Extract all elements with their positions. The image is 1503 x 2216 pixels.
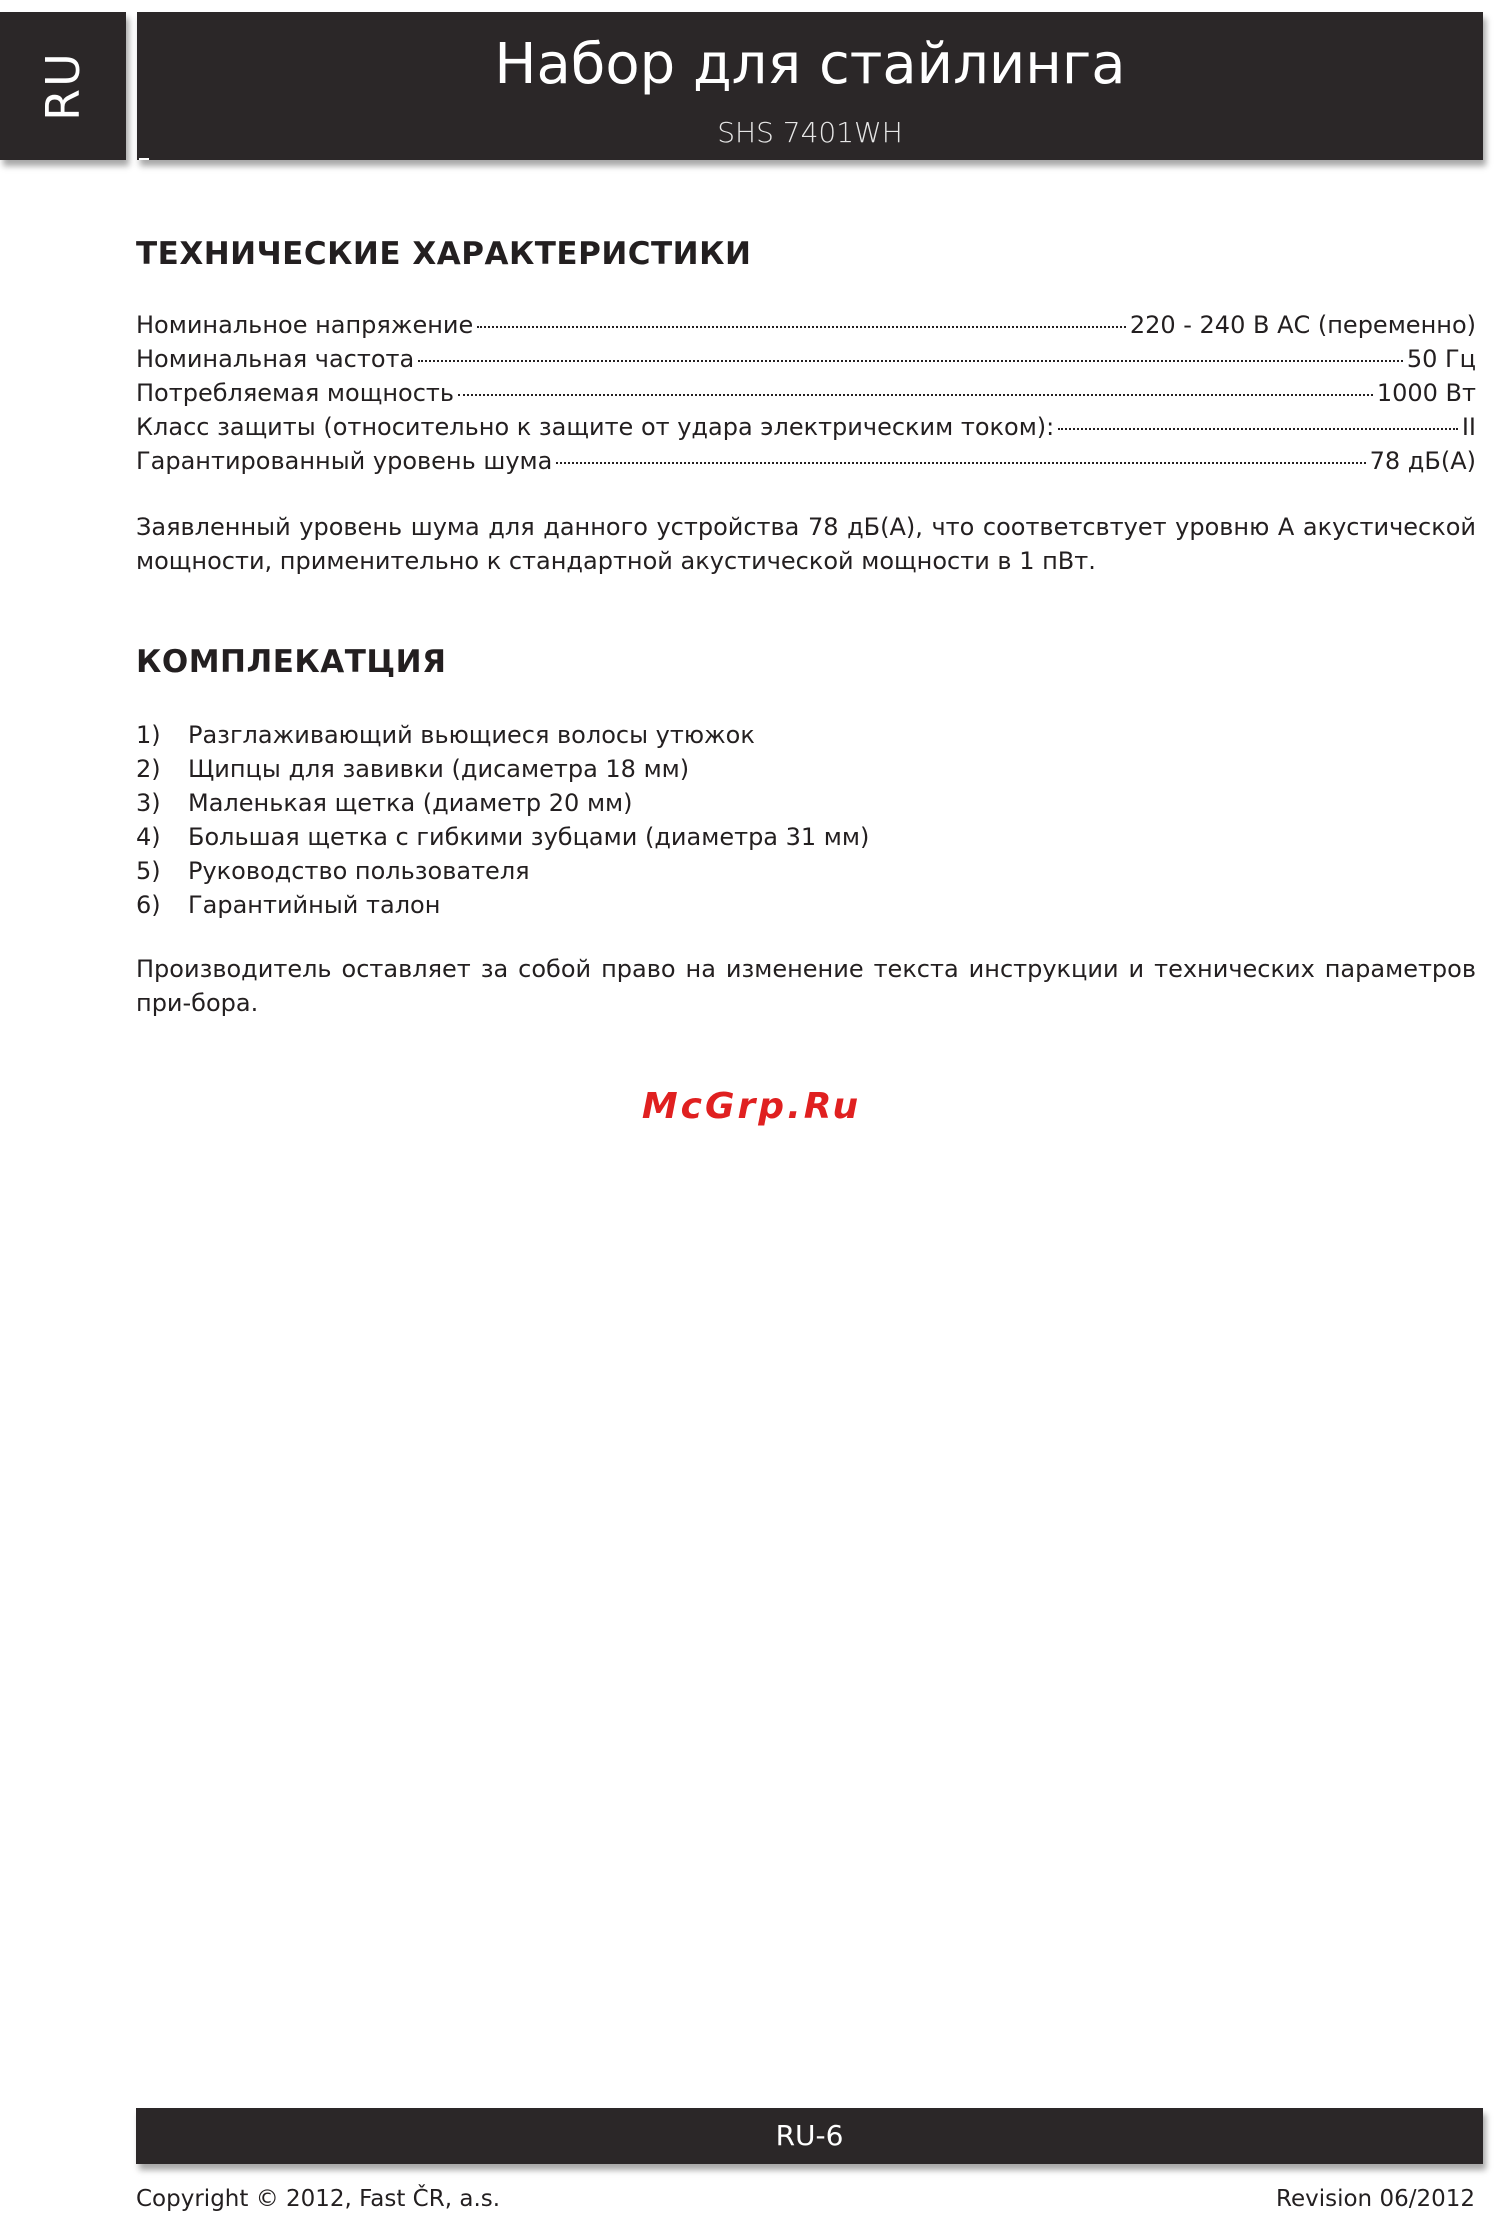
list-number: 3): [136, 789, 161, 817]
spec-label: Гарантированный уровень шума: [136, 447, 553, 475]
title-bar: [137, 12, 1483, 160]
contents-heading: КОМПЛЕКАТЦИЯ: [136, 644, 447, 680]
footer-bar: [136, 2108, 1483, 2164]
spec-row: [136, 410, 1476, 444]
list-text: Разглаживающий вьющиеся волосы утюжок: [188, 721, 755, 749]
list-item: [136, 786, 1476, 820]
model-number: SHS 7401WH: [717, 116, 903, 149]
list-item: [136, 718, 1476, 752]
spec-label: Номинальная частота: [136, 345, 415, 373]
list-item: [136, 820, 1476, 854]
spec-row: [136, 308, 1476, 342]
spec-row: [136, 376, 1476, 410]
spec-row: [136, 444, 1476, 478]
spec-label: Класс защиты (относительно к защите от удара электрическим током):: [136, 413, 1055, 441]
language-tab: [0, 12, 126, 160]
disclaimer: [136, 952, 1476, 1020]
list-number: 2): [136, 755, 161, 783]
list-number: 4): [136, 823, 161, 851]
dot-leader: [418, 360, 1403, 362]
revision: Revision 06/2012: [1276, 2186, 1475, 2212]
spec-value: 50 Гц: [1406, 345, 1476, 373]
specs-table: [136, 308, 1476, 478]
dot-leader: [458, 394, 1373, 396]
contents-list: [136, 718, 1476, 922]
copyright: Copyright © 2012, Fast ČR, a.s.: [136, 2186, 501, 2212]
specs-section: [136, 236, 1476, 272]
list-number: 6): [136, 891, 161, 919]
spec-row: [136, 342, 1476, 376]
language-code: RU: [36, 51, 90, 121]
page-title: Набор для стайлинга: [494, 32, 1126, 97]
disclaimer-text: Производитель оставляет за собой право на изменение текста инструкции и технических параметров при-бора.: [136, 955, 1476, 1017]
list-text: Щипцы для завивки (дисаметра 18 мм): [188, 755, 690, 783]
contents-section: [136, 644, 1476, 680]
list-text: Большая щетка с гибкими зубцами (диаметра 31 мм): [188, 823, 870, 851]
noise-note: [136, 510, 1476, 578]
spec-value: II: [1461, 413, 1476, 441]
specs-heading: ТЕХНИЧЕСКИЕ ХАРАКТЕРИСТИКИ: [136, 236, 752, 272]
dot-leader: [556, 462, 1365, 464]
spec-label: Потребляемая мощность: [136, 379, 455, 407]
list-number: 5): [136, 857, 161, 885]
dot-leader: [1058, 428, 1458, 430]
list-text: Маленькая щетка (диаметр 20 мм): [188, 789, 633, 817]
list-number: 1): [136, 721, 161, 749]
list-item: [136, 888, 1476, 922]
list-item: [136, 854, 1476, 888]
spec-label: Номинальное напряжение: [136, 311, 474, 339]
watermark: McGrp.Ru: [641, 1086, 862, 1127]
spec-value: 1000 Вт: [1376, 379, 1476, 407]
list-text: Гарантийный талон: [188, 891, 441, 919]
noise-note-text: Заявленный уровень шума для данного устройства 78 дБ(А), что соответсвтует уровню А акустической мощности, применительно к стандартной акустической мощности в 1 пВт.: [136, 513, 1476, 575]
dot-leader: [477, 326, 1126, 328]
list-text: Руководство пользователя: [188, 857, 530, 885]
title-bar-divider: [139, 158, 149, 160]
page-number: RU-6: [775, 2119, 844, 2152]
spec-value: 78 дБ(А): [1369, 447, 1476, 475]
list-item: [136, 752, 1476, 786]
spec-value: 220 - 240 В АС (переменно): [1129, 311, 1476, 339]
